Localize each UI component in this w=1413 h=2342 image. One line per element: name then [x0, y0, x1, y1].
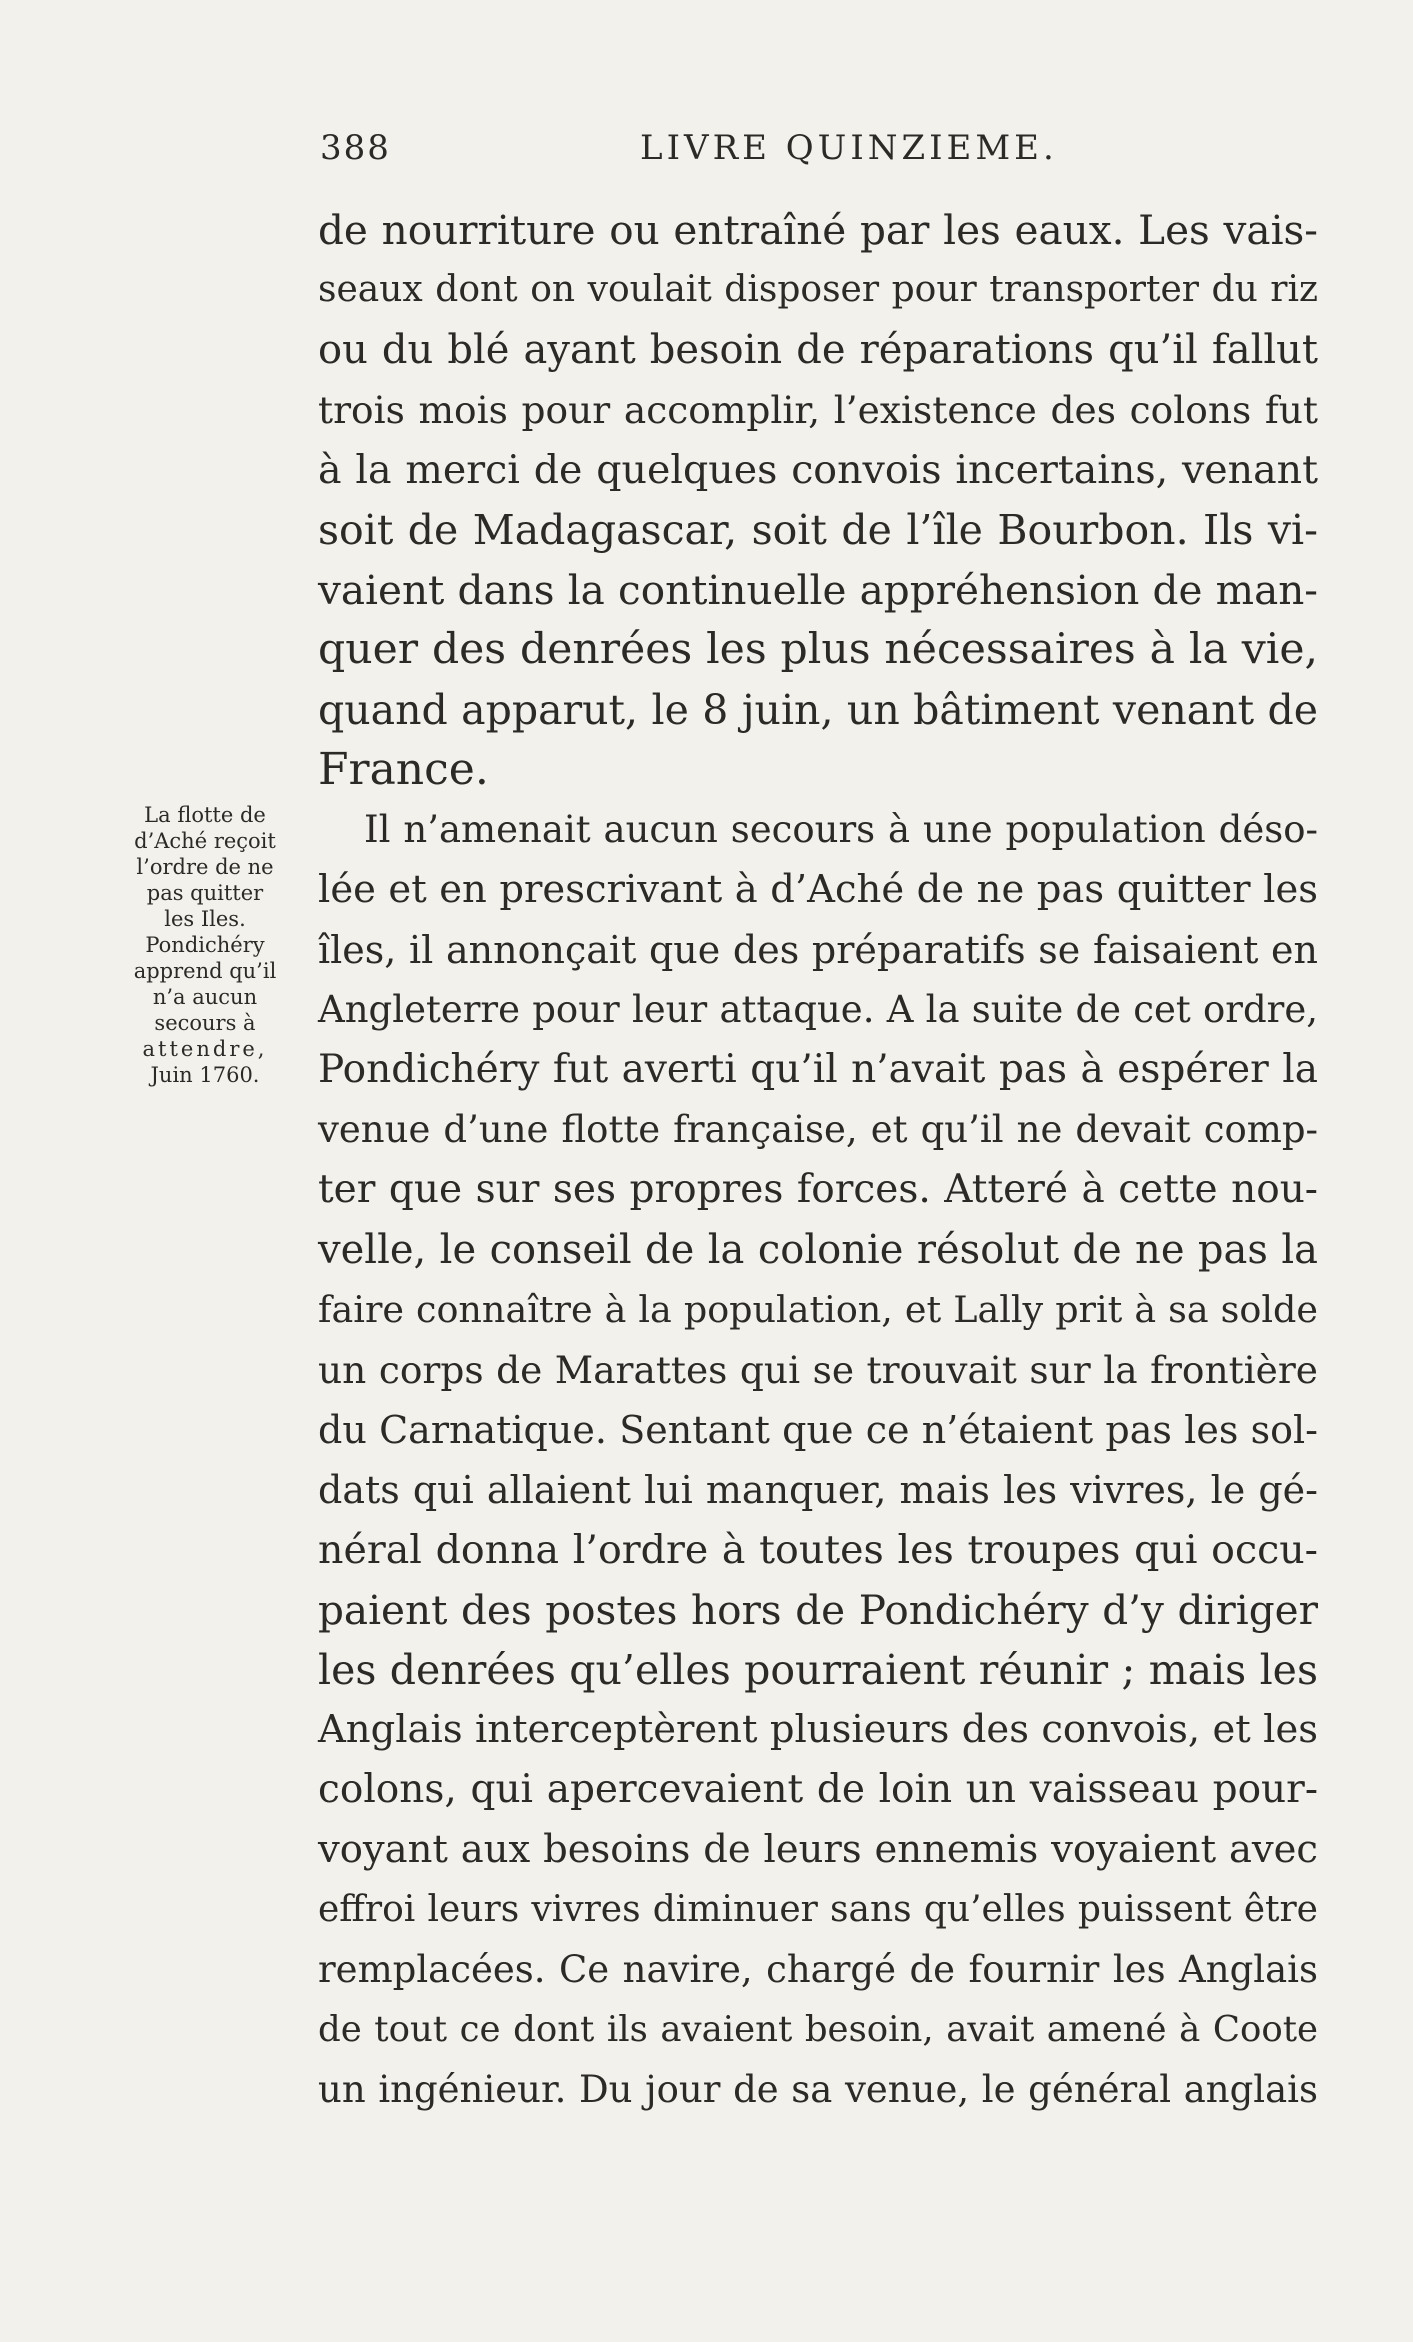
- text-line: dats qui allaient lui manquer, mais les vivres, le gé-: [318, 1468, 1318, 1512]
- margin-note-line: les Iles.: [164, 907, 246, 931]
- margin-note-line: d’Aché reçoit: [134, 829, 276, 853]
- margin-note-line: secours à: [154, 1011, 256, 1035]
- text-line: voyant aux besoins de leurs ennemis voyaient avec: [318, 1827, 1318, 1872]
- text-line: Il n’amenait aucun secours à une population déso-: [364, 808, 1318, 851]
- text-line: de tout ce dont ils avaient besoin, avait amené à Coote: [318, 2009, 1318, 2050]
- running-title: LIVRE QUINZIEME.: [640, 128, 1058, 168]
- text-line: paient des postes hors de Pondichéry d’y diriger: [318, 1586, 1318, 1634]
- text-line: soit de Madagascar, soit de l’île Bourbon. Ils vi-: [318, 506, 1318, 554]
- text-line: à la merci de quelques convois incertains, venant: [318, 447, 1318, 493]
- text-line: velle, le conseil de la colonie résolut de ne pas la: [318, 1227, 1318, 1273]
- text-line: un ingénieur. Du jour de sa venue, le général anglais: [318, 2068, 1318, 2111]
- text-line: trois mois pour accomplir, l’existence des colons fut: [318, 388, 1318, 432]
- text-line: un corps de Marattes qui se trouvait sur la frontière: [318, 1348, 1318, 1392]
- margin-note-line: apprend qu’il: [133, 959, 277, 983]
- text-line: France.: [318, 744, 489, 795]
- text-line: colons, qui apercevaient de loin un vaisseau pour-: [318, 1767, 1318, 1812]
- text-line: Angleterre pour leur attaque. A la suite de cet ordre,: [318, 988, 1318, 1031]
- margin-note-line: Juin 1760.: [150, 1063, 260, 1087]
- text-line: ou du blé ayant besoin de réparations qu’il fallut: [318, 327, 1318, 373]
- text-line: de nourriture ou entraîné par les eaux. Les vais-: [318, 206, 1318, 254]
- margin-note-line: pas quitter: [146, 881, 264, 905]
- text-line: néral donna l’ordre à toutes les troupes qui occu-: [318, 1527, 1318, 1573]
- margin-note-line: Pondichéry: [145, 933, 265, 957]
- text-line: lée et en prescrivant à d’Aché de ne pas quitter les: [318, 867, 1318, 912]
- text-line: ter que sur ses propres forces. Atteré à cette nou-: [318, 1167, 1318, 1212]
- text-line: quand apparut, le 8 juin, un bâtiment venant de: [318, 686, 1318, 734]
- text-line: venue d’une flotte française, et qu’il ne devait comp-: [318, 1108, 1318, 1151]
- text-line: remplacées. Ce navire, chargé de fournir les Anglais: [318, 1948, 1318, 1991]
- text-line: îles, il annonçait que des préparatifs se faisaient en: [318, 928, 1318, 972]
- text-line: seaux dont on voulait disposer pour transporter du riz: [318, 269, 1318, 310]
- margin-note-line: attendre,: [142, 1037, 268, 1061]
- text-line: les denrées qu’elles pourraient réunir ; mais les: [318, 1646, 1318, 1694]
- text-line: effroi leurs vivres diminuer sans qu’elles puissent être: [318, 1889, 1318, 1930]
- text-line: Anglais interceptèrent plusieurs des convois, et les: [318, 1707, 1318, 1752]
- margin-note: [110, 802, 300, 1088]
- margin-note-line: n’a aucun: [152, 985, 258, 1009]
- text-line: faire connaître à la population, et Lally prit à sa solde: [318, 1288, 1318, 1331]
- text-line: du Carnatique. Sentant que ce n’étaient pas les sol-: [318, 1408, 1318, 1452]
- text-line: vaient dans la continuelle appréhension de man-: [318, 566, 1318, 614]
- page-number: 388: [320, 128, 391, 168]
- margin-note-line: La flotte de: [144, 803, 266, 827]
- body-text: [318, 200, 1318, 2120]
- text-line: quer des denrées les plus nécessaires à la vie,: [318, 625, 1318, 674]
- text-line: Pondichéry fut averti qu’il n’avait pas à espérer la: [318, 1047, 1318, 1092]
- margin-note-line: l’ordre de ne: [136, 855, 274, 879]
- running-header: [320, 128, 1320, 174]
